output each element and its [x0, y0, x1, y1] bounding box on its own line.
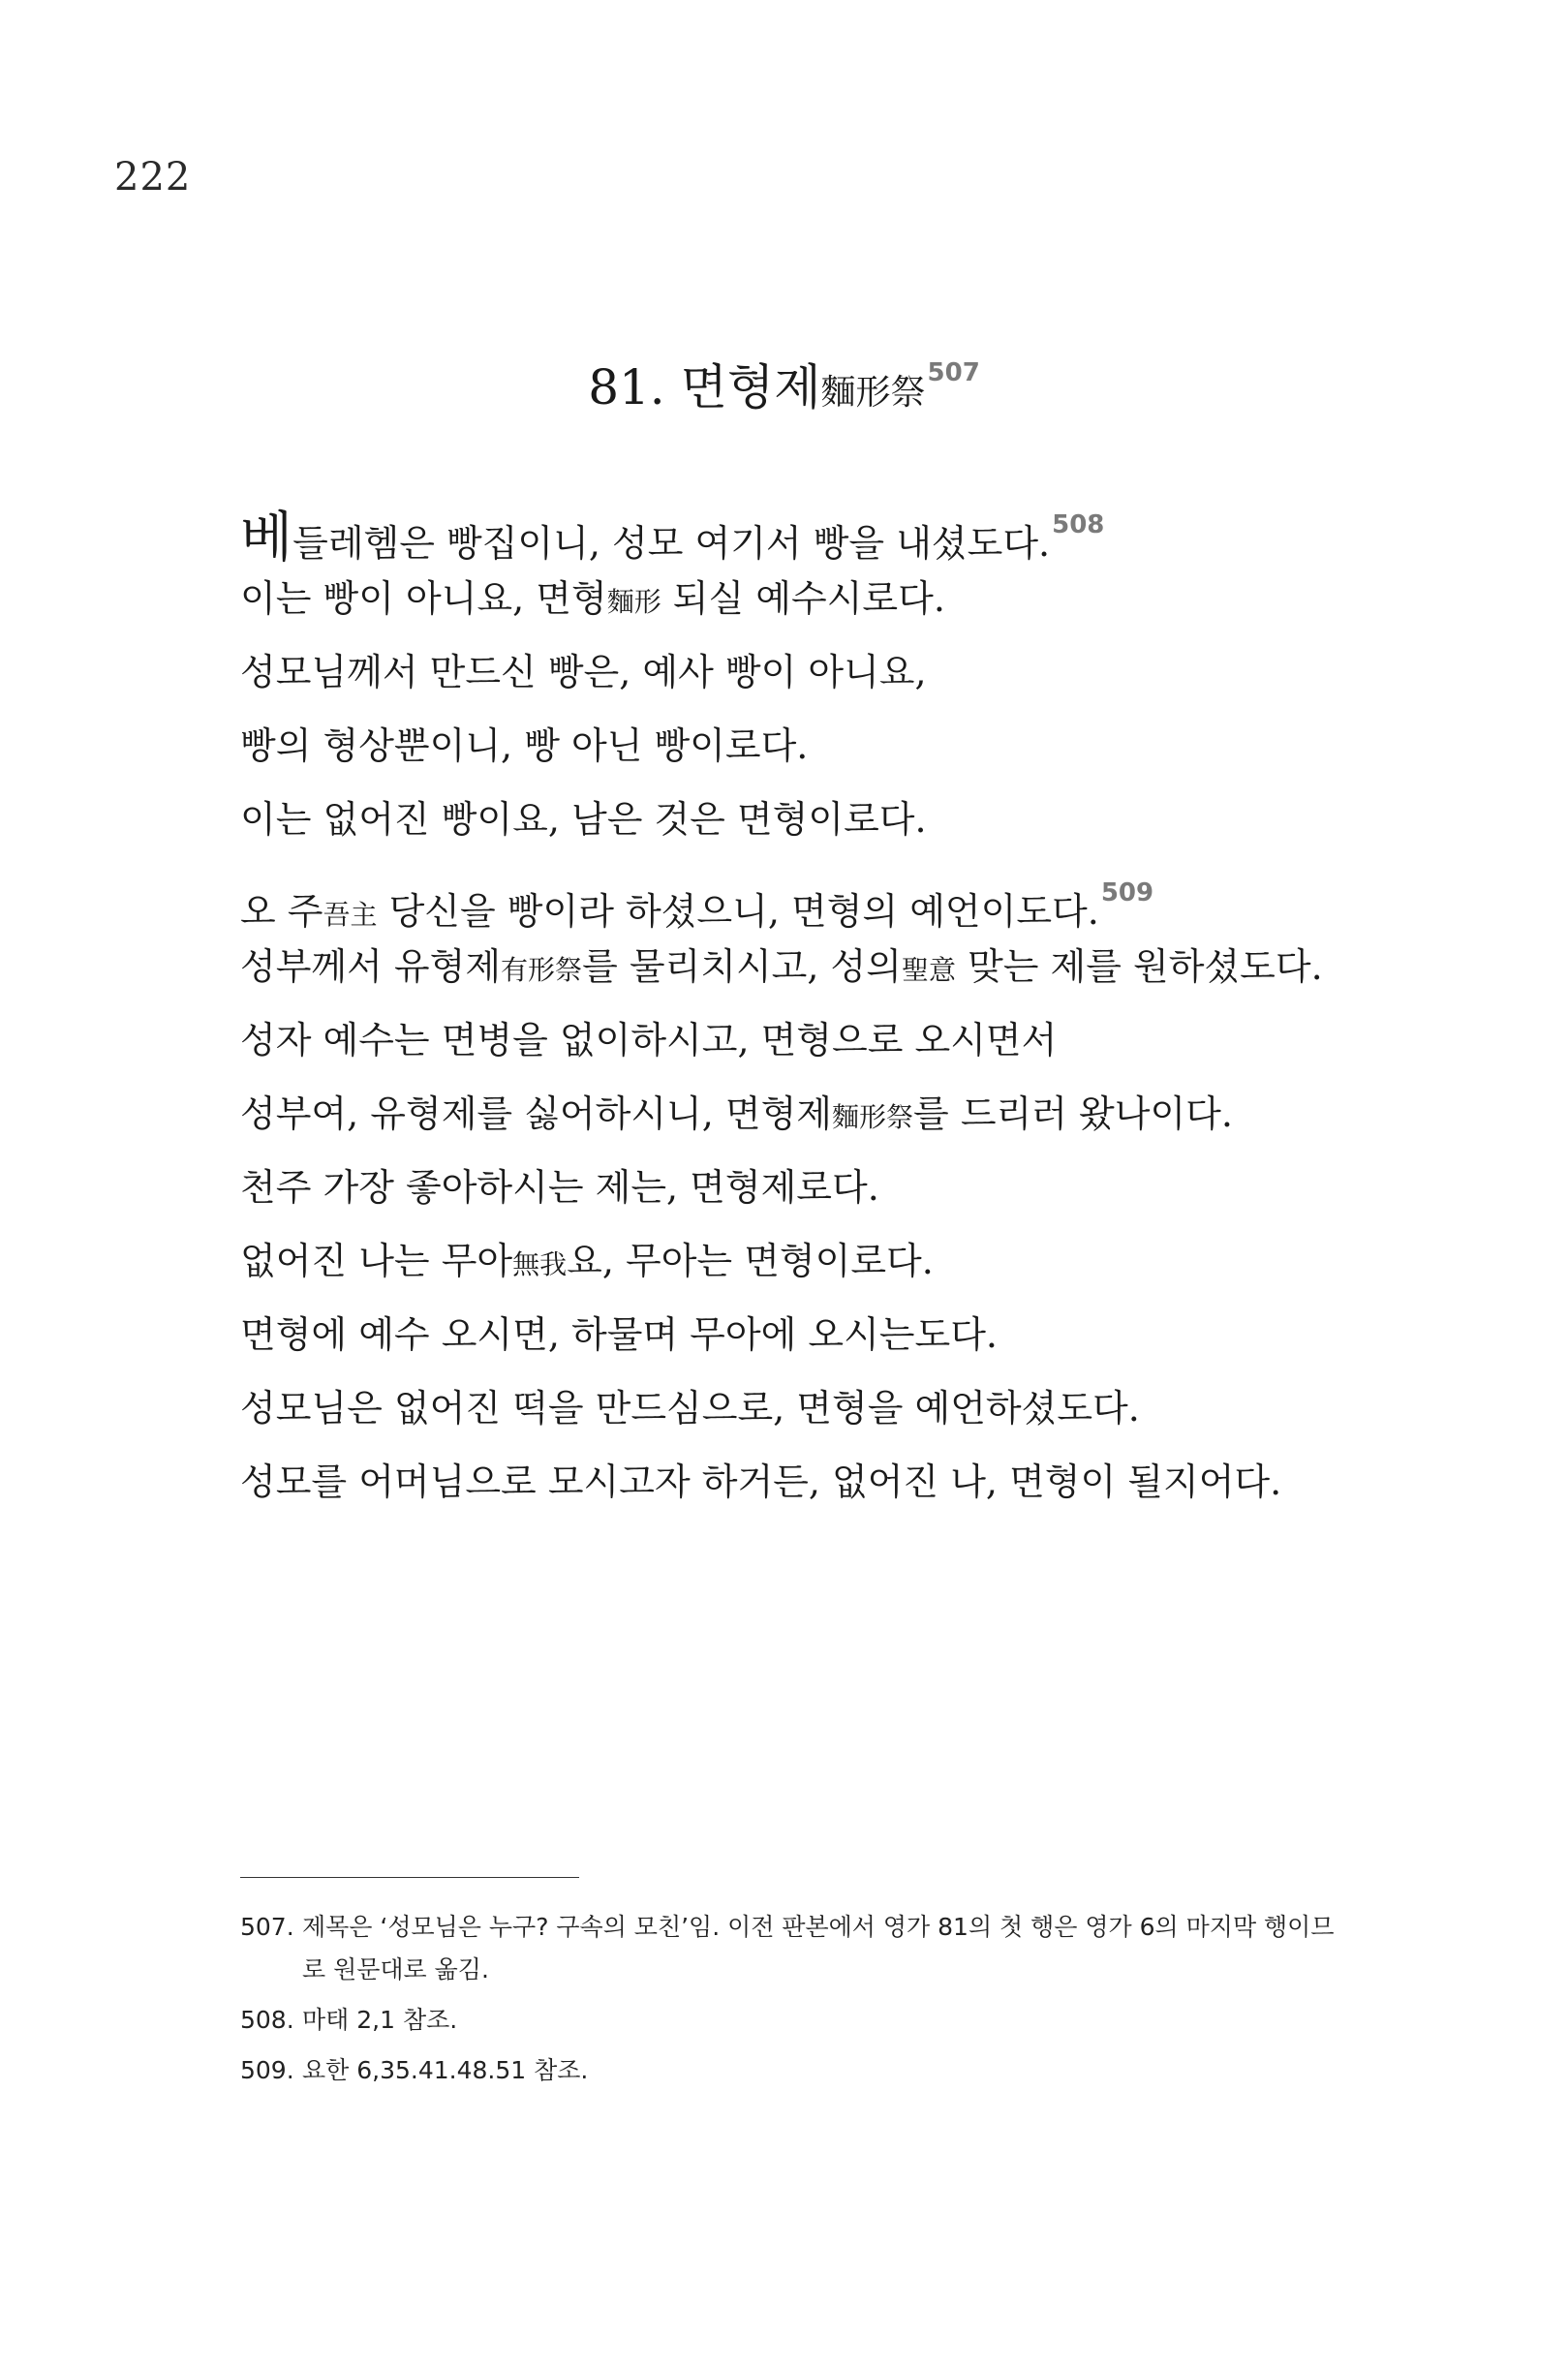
poem-line — [240, 1003, 1383, 1077]
hanja-gloss: 無我 — [512, 1248, 568, 1280]
line-text: 성모를 어머님으로 모시고자 하거든, 없어진 나, 면형이 될지어다. — [240, 1461, 1282, 1503]
line-text: 맞는 제를 원하셨도다. — [955, 945, 1323, 988]
footnote-text: 마태 2,1 참조. — [302, 2006, 458, 2034]
line-text: 성모님께서 만드신 빵은, 예사 빵이 아니요, — [240, 651, 927, 693]
poem-line — [240, 1224, 1383, 1298]
page-number: 222 — [114, 155, 192, 200]
line-text: 성자 예수는 면병을 없이하시고, 면형으로 오시면서 — [240, 1019, 1058, 1061]
drop-cap: 베 — [240, 507, 293, 569]
footnote-ref: 508 — [1052, 510, 1105, 539]
line-text: 를 드리러 왔나이다. — [913, 1092, 1233, 1135]
poem-line — [240, 930, 1383, 1003]
footnote-divider — [240, 1877, 579, 1878]
title-footnote-ref: 507 — [927, 358, 980, 387]
footnote-text: 요한 6,35.41.48.51 참조. — [302, 2056, 589, 2084]
line-text: 성모님은 없어진 떡을 만드심으로, 면형을 예언하셨도다. — [240, 1387, 1140, 1430]
line-text: 들레헴은 빵집이니, 성모 여기서 빵을 내셨도다. — [292, 522, 1051, 565]
line-text: 요, 무아는 면형이로다. — [567, 1240, 934, 1282]
footnote-text: 제목은 ‘성모님은 누구? 구속의 모친’임. 이전 판본에서 영가 81의 첫 행은 영가 6의 마지막 행이므로 원문대로 옮김. — [302, 1913, 1335, 1984]
page-title — [0, 349, 1568, 418]
poem-line — [240, 856, 1383, 933]
hanja-gloss: 吾主 — [323, 899, 378, 931]
line-text: 이는 없어진 빵이요, 남은 것은 면형이로다. — [240, 798, 927, 841]
footnote — [240, 1999, 1354, 2042]
line-text: 면형에 예수 오시면, 하물며 무아에 오시는도다. — [240, 1313, 999, 1356]
line-text: 오 주 — [240, 890, 323, 933]
poem-line — [240, 488, 1383, 569]
hanja-gloss: 聖意 — [901, 954, 956, 986]
footnote — [240, 1906, 1354, 1991]
line-text: 이는 빵이 아니요, 면형 — [240, 577, 607, 620]
title-hanja: 麵形祭 — [820, 373, 926, 413]
line-text: 천주 가장 좋아하시는 제는, 면형제로다. — [240, 1166, 879, 1209]
hanja-gloss: 麵形祭 — [832, 1101, 914, 1133]
line-text: 성부께서 유형제 — [240, 945, 502, 988]
poem-line — [240, 783, 1383, 856]
footnote-number: 508. — [240, 2006, 294, 2034]
poem-body — [240, 488, 1383, 1519]
line-text: 되실 예수시로다. — [661, 577, 945, 620]
footnotes — [240, 1906, 1354, 2100]
footnote-number: 507. — [240, 1913, 294, 1941]
footnote — [240, 2049, 1354, 2092]
hanja-gloss: 麵形 — [606, 586, 661, 618]
line-text: 빵의 형상뿐이니, 빵 아닌 빵이로다. — [240, 724, 809, 767]
poem-line — [240, 562, 1383, 635]
poem-line — [240, 709, 1383, 783]
line-text: 당신을 빵이라 하셨으니, 면형의 예언이도다. — [377, 890, 1099, 933]
poem-line — [240, 635, 1383, 709]
poem-line — [240, 1298, 1383, 1371]
footnote-number: 509. — [240, 2056, 294, 2084]
poem-line — [240, 1151, 1383, 1224]
line-text: 를 물리치시고, 성의 — [582, 945, 902, 988]
hanja-gloss: 有形祭 — [501, 954, 583, 986]
line-text: 없어진 나는 무아 — [240, 1240, 513, 1282]
title-text: 81. 면형제 — [588, 359, 821, 415]
poem-line — [240, 1077, 1383, 1151]
poem-line — [240, 1445, 1383, 1519]
line-text: 성부여, 유형제를 싫어하시니, 면형제 — [240, 1092, 833, 1135]
poem-line — [240, 1371, 1383, 1445]
footnote-ref: 509 — [1100, 878, 1154, 907]
